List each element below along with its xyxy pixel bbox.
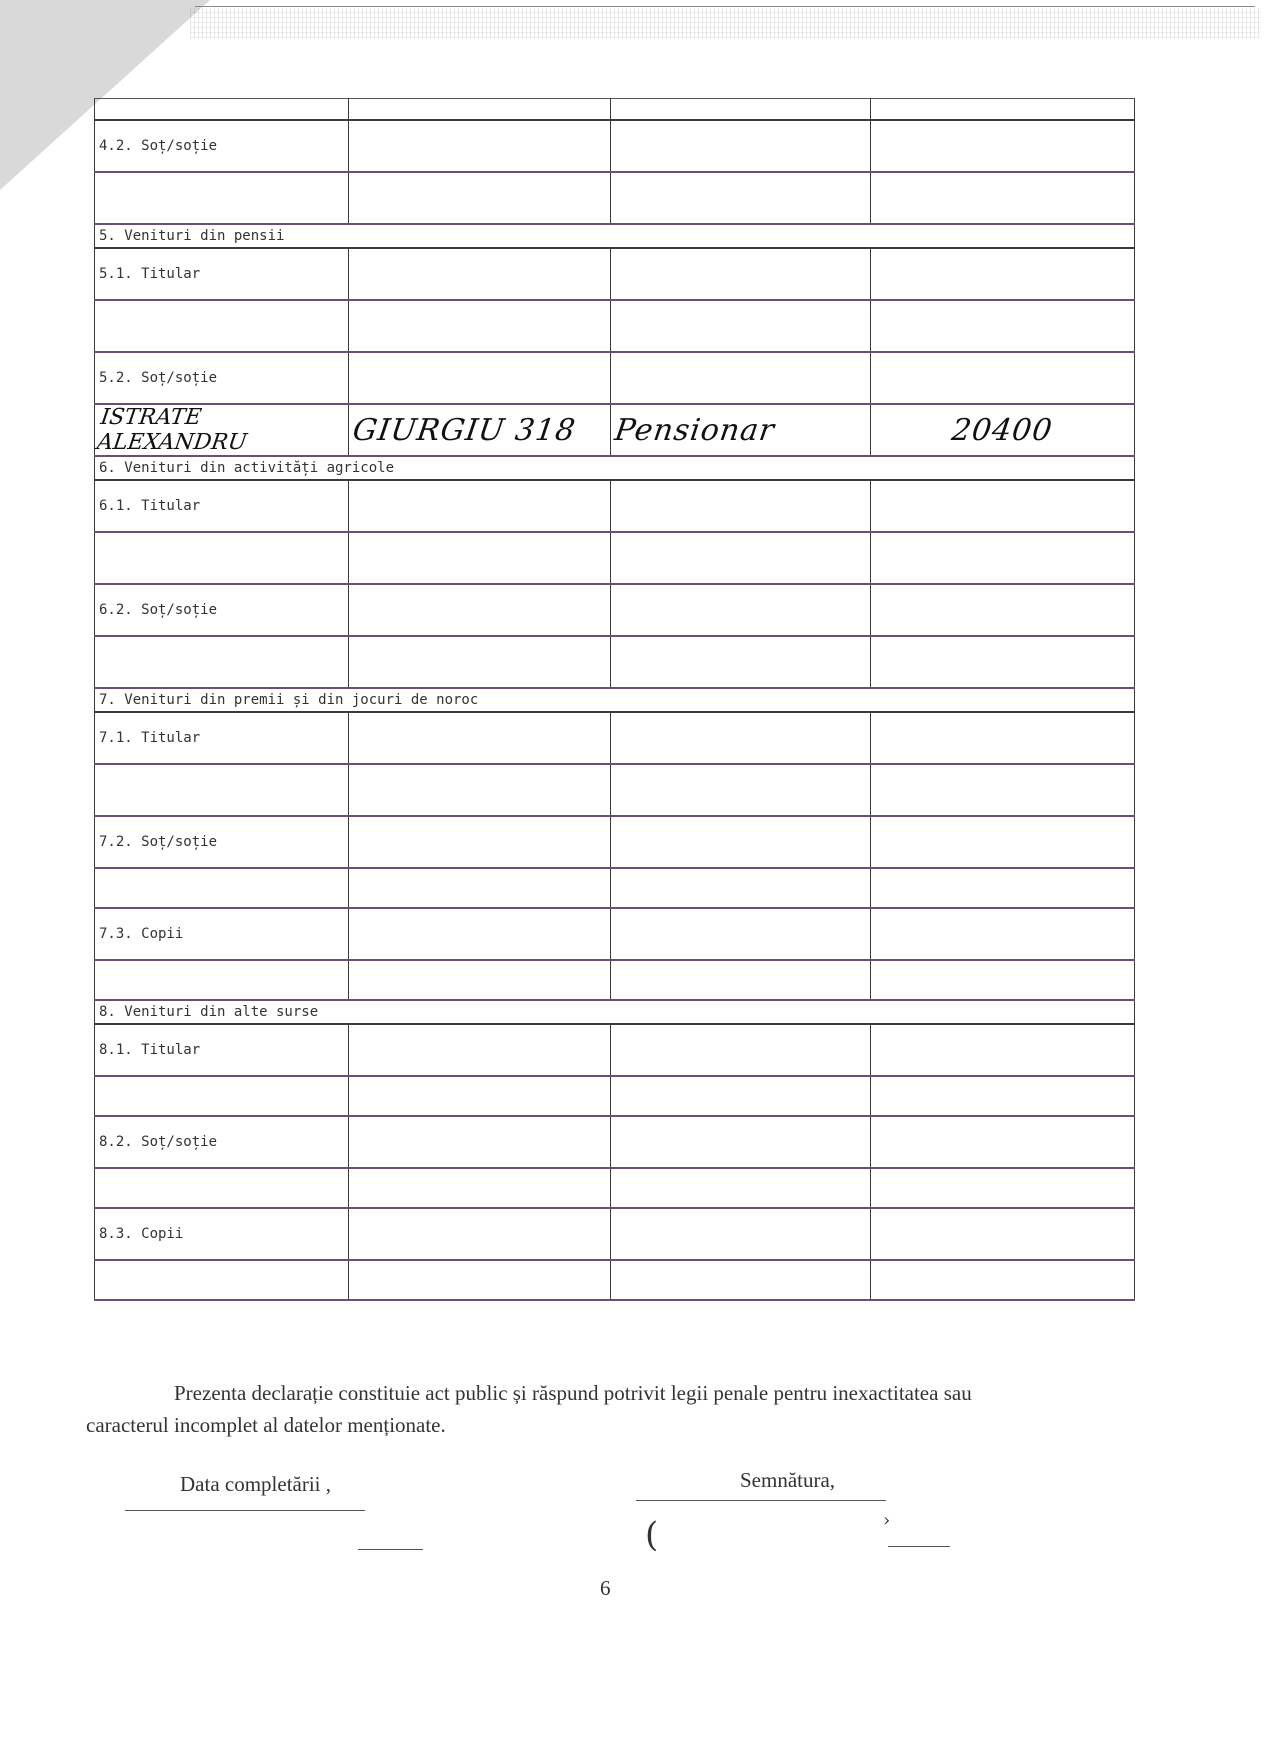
table-cell: [95, 764, 349, 816]
table-cell: [611, 636, 871, 688]
table-cell: [611, 1024, 871, 1076]
table-cell: 7.1. Titular: [95, 712, 349, 764]
table-cell: [349, 764, 611, 816]
table-row: [95, 480, 1135, 532]
table-row: [95, 712, 1135, 764]
table-cell: [871, 532, 1135, 584]
section-title: 7. Venituri din premii și din jocuri de noroc: [95, 688, 1135, 712]
table-cell: [611, 1168, 871, 1208]
table-cell: [611, 712, 871, 764]
table-cell: [95, 1168, 349, 1208]
table-cell: [871, 584, 1135, 636]
table-cell: 6.1. Titular: [95, 480, 349, 532]
table-row: [95, 532, 1135, 584]
table-cell: [95, 172, 349, 224]
table-row: [95, 908, 1135, 960]
table-cell: [611, 300, 871, 352]
table-cell: [349, 1116, 611, 1168]
table-cell: [611, 1116, 871, 1168]
table-row: [95, 1076, 1135, 1116]
table-cell: [871, 172, 1135, 224]
table-cell: [871, 1024, 1135, 1076]
signature-underline: [636, 1500, 886, 1501]
table-cell: [611, 1208, 871, 1260]
table-cell: [349, 584, 611, 636]
table-cell: 5.2. Soț/soție: [95, 352, 349, 404]
table-cell: 5.1. Titular: [95, 248, 349, 300]
table-cell: [95, 960, 349, 1000]
table-cell: [349, 1076, 611, 1116]
table-cell: [871, 636, 1135, 688]
table-cell: [95, 1076, 349, 1116]
table-cell: [871, 404, 1135, 456]
statement-line-1: Prezenta declarație constituie act public și răspund potrivit legii penale pentru inexactitatea sau: [174, 1381, 972, 1405]
table-cell: [611, 172, 871, 224]
table-row: [95, 248, 1135, 300]
table-row: [95, 636, 1135, 688]
table-cell: [95, 300, 349, 352]
table-cell: [611, 352, 871, 404]
table-cell: 8.2. Soț/soție: [95, 1116, 349, 1168]
table-cell: [95, 636, 349, 688]
table-cell: [871, 99, 1135, 121]
table-cell: 7.2. Soț/soție: [95, 816, 349, 868]
table-cell: [349, 480, 611, 532]
table-cell: [871, 300, 1135, 352]
table-row: [95, 1208, 1135, 1260]
date-label: Data completării ,: [180, 1472, 332, 1496]
table-cell: [95, 404, 349, 456]
date-blank-line: [358, 1549, 423, 1550]
table-cell: [349, 248, 611, 300]
table-cell: [349, 908, 611, 960]
table-cell: [871, 480, 1135, 532]
table-row: [95, 584, 1135, 636]
section-header-row: [95, 688, 1135, 712]
table-cell: [349, 300, 611, 352]
table-cell: 7.3. Copii: [95, 908, 349, 960]
section-title: 8. Venituri din alte surse: [95, 1000, 1135, 1024]
table-cell: [611, 1076, 871, 1116]
table-row: [95, 868, 1135, 908]
table-cell: [871, 1116, 1135, 1168]
table-cell: [871, 712, 1135, 764]
table-cell: [611, 99, 871, 121]
table-cell: [95, 1260, 349, 1300]
table-cell: [349, 868, 611, 908]
scan-noise: [190, 8, 1260, 38]
table-cell: [349, 404, 611, 456]
table-cell: [349, 960, 611, 1000]
table-cell: [611, 960, 871, 1000]
table-row: [95, 352, 1135, 404]
signature-stroke: (: [645, 1515, 659, 1555]
table-cell: [611, 404, 871, 456]
table-cell: [611, 120, 871, 172]
table-cell: [611, 1260, 871, 1300]
table-cell: [349, 1208, 611, 1260]
income-table-body: [95, 99, 1135, 1301]
signature-blank-line: [888, 1546, 950, 1547]
section-header-row: [95, 1000, 1135, 1024]
table-cell: [871, 1260, 1135, 1300]
table-row: [95, 764, 1135, 816]
table-row: [95, 960, 1135, 1000]
date-underline: [125, 1510, 365, 1511]
table-cell: [349, 120, 611, 172]
table-cell: [871, 1076, 1135, 1116]
table-cell: 6.2. Soț/soție: [95, 584, 349, 636]
table-row: [95, 172, 1135, 224]
table-cell: [349, 99, 611, 121]
table-cell: [871, 764, 1135, 816]
table-cell: [871, 1208, 1135, 1260]
table-cell: [349, 532, 611, 584]
table-cell: 4.2. Soț/soție: [95, 120, 349, 172]
table-row: [95, 1168, 1135, 1208]
table-cell: [349, 1260, 611, 1300]
table-cell: [95, 99, 349, 121]
table-row: [95, 1116, 1135, 1168]
table-cell: 8.1. Titular: [95, 1024, 349, 1076]
table-cell: [871, 1168, 1135, 1208]
table-cell: [349, 712, 611, 764]
handwritten-entry: 20400: [949, 412, 1056, 448]
top-edge-line: [195, 6, 1255, 7]
table-cell: [871, 248, 1135, 300]
table-cell: [349, 172, 611, 224]
table-row: [95, 300, 1135, 352]
table-cell: [349, 1024, 611, 1076]
table-row: [95, 1024, 1135, 1076]
page-number: 6: [600, 1576, 611, 1600]
table-cell: [611, 764, 871, 816]
signature-label: Semnătura,: [740, 1468, 836, 1492]
table-cell: [871, 120, 1135, 172]
table-cell: [871, 960, 1135, 1000]
table-cell: [349, 816, 611, 868]
handwritten-entry: Pensionar: [612, 412, 777, 448]
table-cell: [349, 1168, 611, 1208]
table-cell: [349, 352, 611, 404]
table-row: [95, 1260, 1135, 1300]
table-row: [95, 404, 1135, 456]
table-cell: [611, 480, 871, 532]
income-table: [94, 98, 1135, 1301]
table-cell: [611, 532, 871, 584]
handwritten-entry: GIURGIU 318: [350, 412, 579, 448]
handwritten-entry: ISTRATE ALEXANDRU: [95, 405, 249, 455]
table-cell: [611, 868, 871, 908]
section-header-row: [95, 456, 1135, 480]
signature-mark: ›: [883, 1510, 891, 1531]
section-header-row: [95, 224, 1135, 248]
table-cell: [611, 584, 871, 636]
declaration-statement: [86, 1377, 1136, 1441]
table-cell: [611, 248, 871, 300]
table-cell: 8.3. Copii: [95, 1208, 349, 1260]
table-row: [95, 120, 1135, 172]
table-cell: [871, 908, 1135, 960]
table-cell: [871, 868, 1135, 908]
table-cell: [611, 908, 871, 960]
table-cell: [871, 816, 1135, 868]
table-cell: [611, 816, 871, 868]
table-row: [95, 816, 1135, 868]
table-cell: [95, 532, 349, 584]
table-cell: [95, 868, 349, 908]
table-row: [95, 99, 1135, 121]
statement-line-2: caracterul incomplet al datelor menționate.: [86, 1413, 446, 1437]
section-title: 6. Venituri din activități agricole: [95, 456, 1135, 480]
section-title: 5. Venituri din pensii: [95, 224, 1135, 248]
table-cell: [871, 352, 1135, 404]
table-cell: [349, 636, 611, 688]
